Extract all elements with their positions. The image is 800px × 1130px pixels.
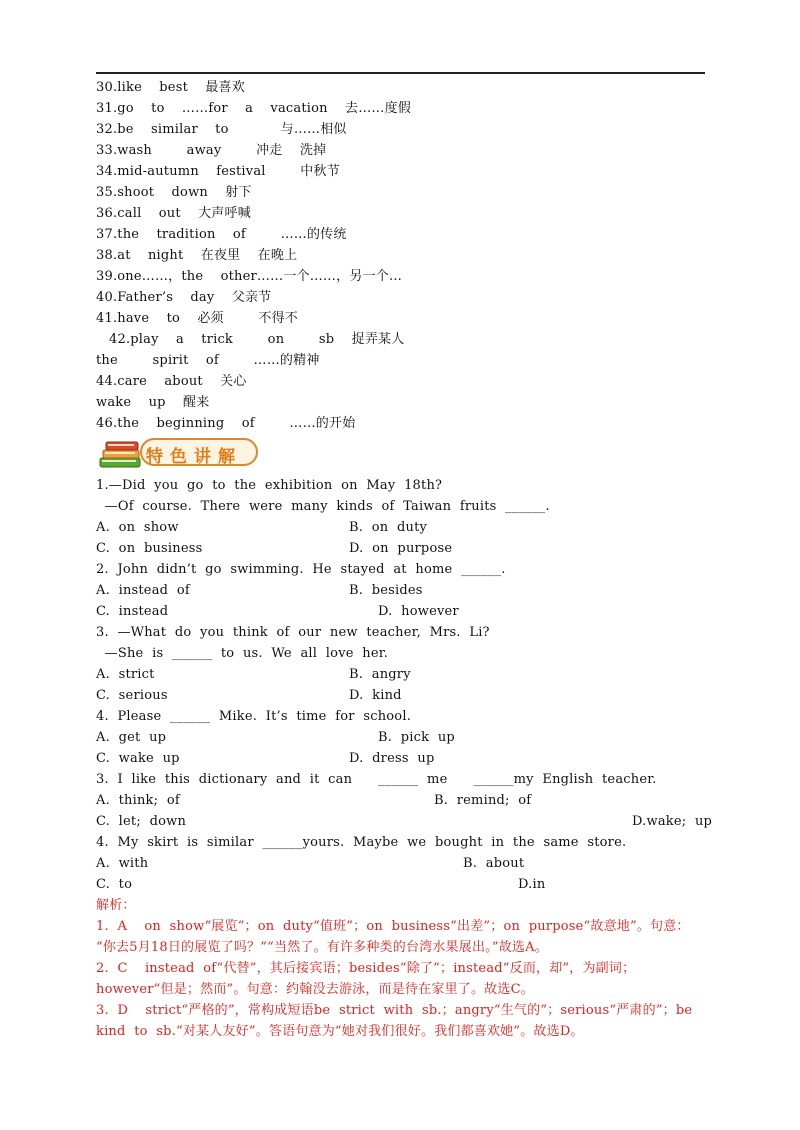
option-a: A. with [96,856,149,871]
question-stem: 3. —What do you think of our new teacher, Mrs. Li? [96,625,490,640]
analysis-line: “你去5月18日的展览了吗？”“当然了。有许多种类的台湾水果展出。”故选A。 [96,940,548,955]
option-d: D. kind [349,688,402,703]
phrase-item: 37.the tradition of ……的传统 [96,227,347,242]
analysis-line: however“但是；然而”。句意：约翰没去游泳，而是待在家里了。故选C。 [96,982,534,997]
phrase-item: 44.care about 关心 [96,374,247,389]
option-a: A. get up [96,730,167,745]
phrase-item: 31.go to ……for a vacation 去……度假 [96,101,412,116]
option-c: C. let; down [96,814,187,829]
option-d: D.in [518,877,546,892]
option-d: D. however [378,604,459,619]
question-stem: 1.—Did you go to the exhibition on May 18th? [96,478,443,493]
question-stem: —Of course. There were many kinds of Taiwan fruits ______. [96,499,550,514]
analysis-title: 解析： [96,898,136,913]
phrase-item: 38.at night 在夜里 在晚上 [96,248,298,263]
option-a: A. on show [96,520,179,535]
question-stem: 4. Please ______ Mike. It’s time for school. [96,709,412,724]
phrase-item: wake up 醒来 [96,395,210,410]
option-d: D.wake; up [632,814,713,829]
option-c: C. instead [96,604,169,619]
option-c: C. on business [96,541,203,556]
section-title: 特色讲解 [146,447,242,467]
question-stem: 3. I like this dictionary and it can ______ me ______my English teacher. [96,772,657,787]
phrase-item: 42.play a trick on sb 捉弄某人 [96,332,405,347]
option-c: C. serious [96,688,168,703]
question-stem: 4. My skirt is similar ______yours. Maybe we bought in the same store. [96,835,627,850]
phrase-item: 34.mid-autumn festival 中秋节 [96,164,340,179]
option-b: B. remind; of [434,793,532,808]
option-b: B. angry [349,667,411,682]
option-a: A. think; of [96,793,180,808]
phrase-item: 32.be similar to 与……相似 [96,122,347,137]
option-b: B. besides [349,583,423,598]
phrase-item: 46.the beginning of ……的开始 [96,416,356,431]
question-stem: —She is ______ to us. We all love her. [96,646,389,661]
top-rule [96,72,705,74]
option-d: D. dress up [349,751,435,766]
phrase-item: 35.shoot down 射下 [96,185,252,200]
phrase-item: 39.one……，the other……一个……，另一个… [96,269,403,284]
question-stem: 2. John didn’t go swimming. He stayed at home ______. [96,562,506,577]
phrase-item: 41.have to 必须 不得不 [96,311,299,326]
option-b: B. on duty [349,520,428,535]
section-badge [96,436,261,470]
analysis-line: 3. D strict“严格的”，常构成短语be strict with sb.；angry“生气的”；serious“严肃的”；be [96,1003,693,1018]
option-b: B. about [463,856,525,871]
phrase-item: 40.Father’s day 父亲节 [96,290,272,305]
option-c: C. to [96,877,133,892]
option-d: D. on purpose [349,541,453,556]
option-a: A. strict [96,667,155,682]
phrase-item: 36.call out 大声呼喊 [96,206,251,221]
analysis-line: 1. A on show“展览”；on duty“值班”；on business“出差”；on purpose“故意地”。句意： [96,919,690,934]
analysis-line: 2. C instead of“代替”，其后接宾语；besides“除了”；instead“反而，却”，为副词； [96,961,636,976]
phrase-item: 30.like best 最喜欢 [96,80,245,95]
analysis-line: kind to sb.“对某人友好”。答语句意为“她对我们很好。我们都喜欢她”。故选D。 [96,1024,584,1039]
phrase-item: the spirit of ……的精神 [96,353,320,368]
option-b: B. pick up [378,730,455,745]
option-a: A. instead of [96,583,190,598]
phrase-item: 33.wash away 冲走 洗掉 [96,143,327,158]
option-c: C. wake up [96,751,180,766]
